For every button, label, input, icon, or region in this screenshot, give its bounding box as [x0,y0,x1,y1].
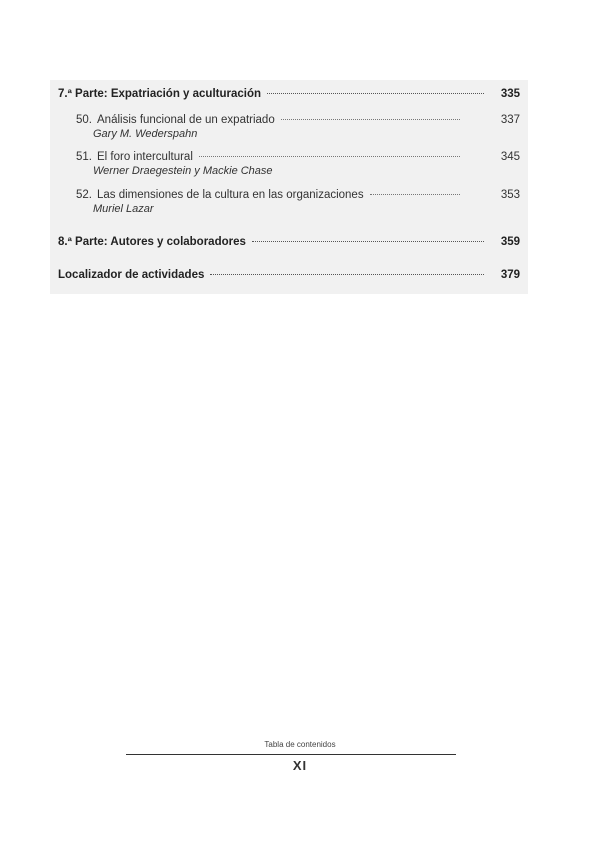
chapter-number: 50. [76,114,92,126]
leader-dots [210,274,484,275]
chapter-author: Gary M. Wederspahn [93,128,198,140]
leader-dots [267,93,484,94]
chapter-title: El foro intercultural [97,151,193,163]
part-title: 8.ª Parte: Autores y colaboradores [58,236,246,248]
toc-chapter-50[interactable] [70,114,520,140]
page-number: 379 [500,269,520,281]
toc-part-8[interactable] [58,236,520,248]
toc-locator[interactable] [58,269,520,281]
page-number: 353 [500,189,520,201]
leader-dots [252,241,484,242]
part-title: 7.ª Parte: Expatriación y aculturación [58,88,262,100]
chapter-number: 52. [76,189,92,201]
page-number: 359 [500,236,520,248]
chapter-number: 51. [76,151,92,163]
page-number: 335 [500,88,520,100]
chapter-title: Las dimensiones de la cultura en las organizaciones [97,189,364,201]
footer-divider [126,754,456,755]
toc-chapter-52[interactable] [70,189,520,215]
chapter-author: Muriel Lazar [93,203,154,215]
toc-panel [50,80,528,294]
leader-dots [281,119,460,120]
leader-dots [199,156,460,157]
footer-page-number: XI [292,758,308,773]
toc-part-7[interactable] [58,88,520,100]
footer-label: Tabla de contenidos [264,740,336,749]
locator-title: Localizador de actividades [58,269,205,281]
page-number: 337 [500,114,520,126]
toc-chapter-51[interactable] [70,151,520,177]
leader-dots [370,194,460,195]
chapter-author: Werner Draegestein y Mackie Chase [93,165,273,177]
page-number: 345 [500,151,520,163]
chapter-title: Análisis funcional de un expatriado [97,114,275,126]
